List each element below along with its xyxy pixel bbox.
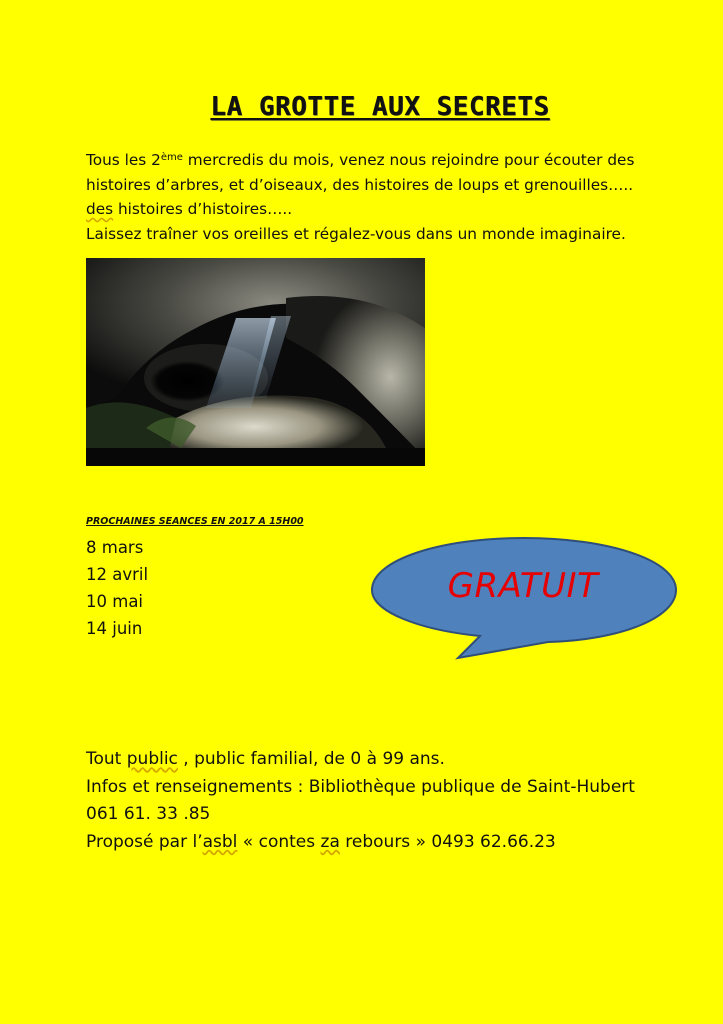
footer-info bbox=[86, 746, 706, 856]
intro-line-1: Tous les 2ème mercredis du mois, venez nous rejoindre pour écouter des bbox=[86, 151, 635, 169]
phone-line: 061 61. 33 .85 bbox=[86, 804, 211, 824]
info-line: Infos et renseignements : Bibliothèque publique de Saint-Hubert bbox=[86, 776, 635, 797]
free-label: GRATUIT bbox=[447, 566, 599, 606]
intro-line-4: Laissez traîner vos oreilles et régalez-vous dans un monde imaginaire. bbox=[86, 224, 626, 243]
cave-photo-image bbox=[86, 258, 425, 466]
session-date: 10 mai bbox=[86, 592, 144, 611]
session-dates-list bbox=[86, 534, 148, 642]
poster-title: LA GROTTE AUX SECRETS bbox=[210, 92, 550, 122]
intro-line-2: histoires d’arbres, et d’oiseaux, des histoires de loups et grenouilles….. bbox=[86, 175, 634, 194]
audience-line: Tout public , public familial, de 0 à 99 ans. bbox=[86, 749, 445, 769]
intro-paragraph bbox=[86, 148, 696, 246]
cave-photo bbox=[86, 258, 425, 466]
session-date: 12 avril bbox=[86, 565, 149, 584]
organizer-line: Proposé par l’asbl « contes za rebours » 0493 62.66.23 bbox=[86, 831, 556, 852]
sessions-heading: PROCHAINES SEANCES EN 2017 A 15H00 bbox=[86, 516, 304, 527]
session-date: 8 mars bbox=[86, 538, 144, 557]
intro-line-3: des histoires d’histoires….. bbox=[86, 200, 293, 218]
session-date: 14 juin bbox=[86, 619, 143, 638]
